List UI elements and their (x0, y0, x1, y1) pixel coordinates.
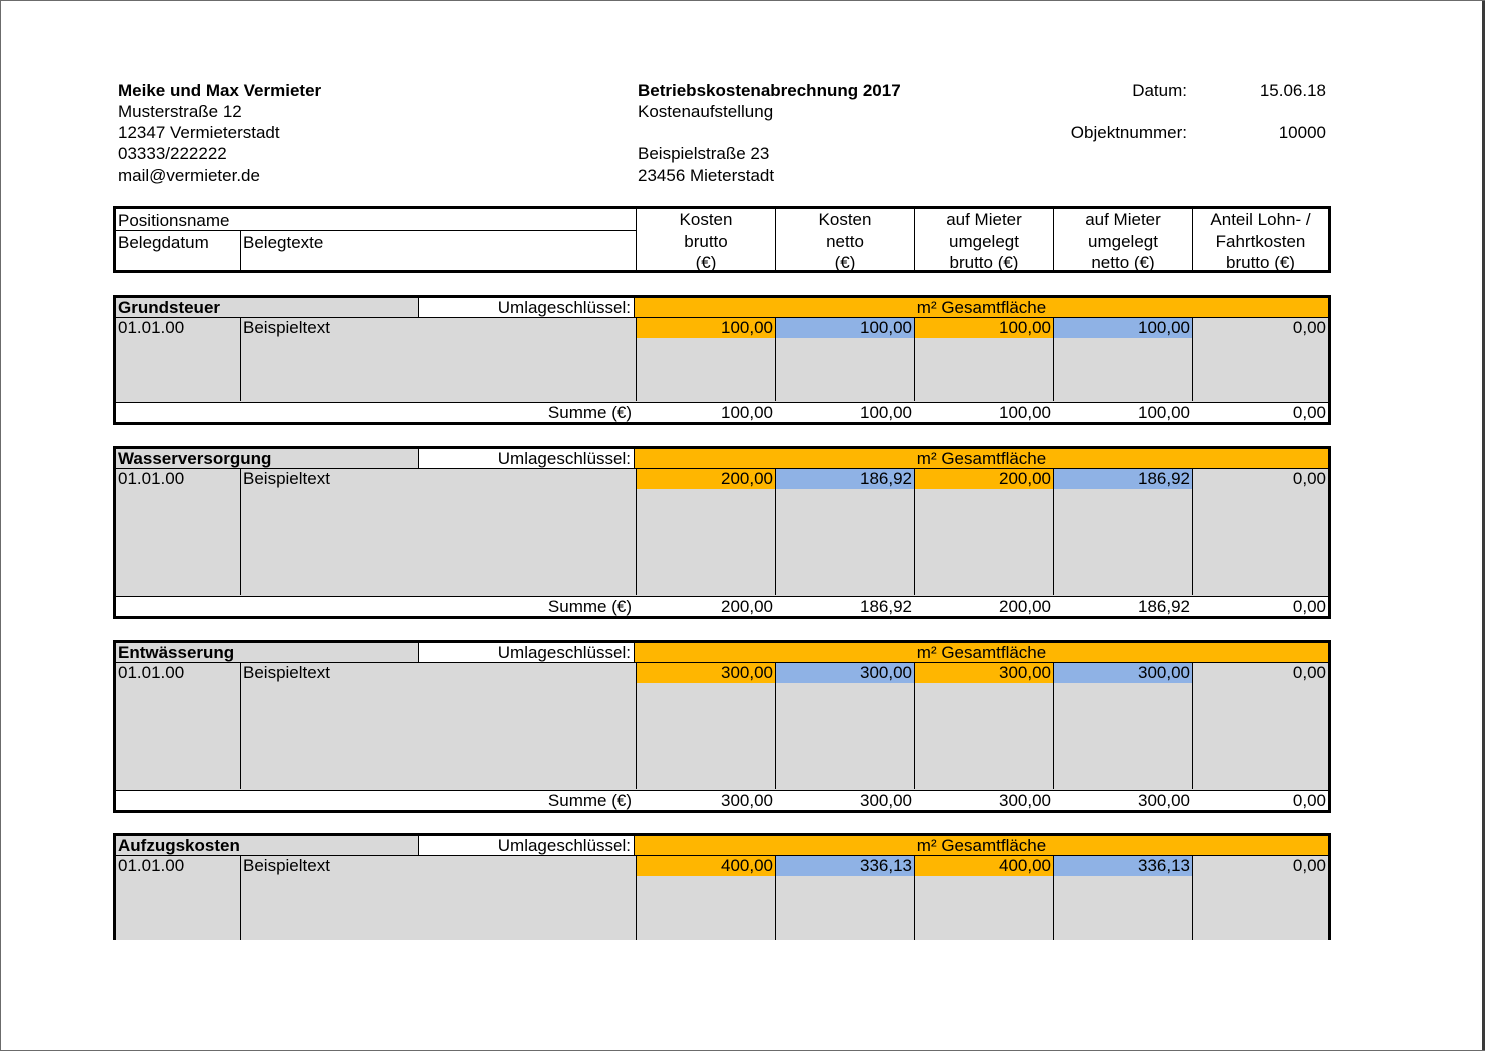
section-title-bar (116, 643, 1328, 662)
col-labor-share (1193, 209, 1328, 274)
sum-cost-net: 300,00 (860, 791, 912, 810)
cost-section-aufzugskosten (113, 833, 1331, 943)
col-cost-gross (637, 209, 775, 274)
sum-label: Summe (€) (547, 403, 632, 422)
allocation-key-value: m² Gesamtfläche (635, 836, 1328, 855)
col-divider (240, 856, 241, 943)
entry-date: 01.01.00 (118, 663, 185, 682)
sum-row (116, 790, 1328, 810)
sum-label: Summe (€) (547, 791, 632, 810)
col-cost-gross-line3: (€) (695, 253, 717, 272)
property-street: Beispielstraße 23 (638, 144, 770, 163)
col-cost-gross-line2: brutto (684, 231, 728, 251)
entry-tenant-net: 100,00 (1054, 318, 1192, 338)
sum-cost-gross: 200,00 (721, 597, 773, 616)
entry-text: Beispieltext (243, 856, 330, 875)
entry-tenant-gross: 200,00 (915, 469, 1053, 489)
entry-cost-gross: 100,00 (637, 318, 775, 338)
sum-tenant-net: 186,92 (1138, 597, 1190, 616)
col-divider (240, 318, 241, 401)
sum-labor-share: 0,00 (1292, 597, 1326, 616)
entry-cost-gross: 200,00 (637, 469, 775, 489)
sum-label: Summe (€) (547, 597, 632, 616)
col-receipt-text: Belegtexte (243, 233, 324, 252)
col-divider (240, 469, 241, 595)
entry-date: 01.01.00 (118, 469, 185, 488)
date-value: 15.06.18 (1259, 81, 1326, 100)
entry-cost-net: 100,00 (776, 318, 914, 338)
entry-cost-net: 300,00 (776, 663, 914, 683)
document-subtitle: Kostenaufstellung (638, 102, 774, 121)
col-cost-net-line3: (€) (834, 253, 856, 272)
col-tenant-net-line3: netto (€) (1091, 253, 1155, 272)
entry-date: 01.01.00 (118, 856, 185, 875)
entry-tenant-gross: 100,00 (915, 318, 1053, 338)
col-tenant-gross (915, 209, 1053, 274)
entry-labor-share: 0,00 (1292, 663, 1326, 682)
entry-tenant-net: 300,00 (1054, 663, 1192, 683)
entry-text: Beispieltext (243, 663, 330, 682)
col-tenant-gross-line3: brutto (€) (949, 253, 1019, 272)
sum-tenant-gross: 300,00 (999, 791, 1051, 810)
allocation-key-label: Umlageschlüssel: (419, 643, 635, 662)
entry-date: 01.01.00 (118, 318, 185, 337)
sum-cost-net: 186,92 (860, 597, 912, 616)
entry-cost-net: 186,92 (776, 469, 914, 489)
sum-tenant-gross: 200,00 (999, 597, 1051, 616)
allocation-key-label: Umlageschlüssel: (419, 836, 635, 855)
col-tenant-net-line2: umgelegt (1088, 231, 1158, 251)
sum-cost-gross: 100,00 (721, 403, 773, 422)
col-tenant-gross-line1: auf Mieter (946, 210, 1022, 229)
entry-text: Beispieltext (243, 318, 330, 337)
entry-cost-gross: 400,00 (637, 856, 775, 876)
entry-labor-share: 0,00 (1292, 318, 1326, 337)
sum-cost-net: 100,00 (860, 403, 912, 422)
entry-tenant-net: 186,92 (1054, 469, 1192, 489)
cost-section-entwaesserung (113, 640, 1331, 813)
col-labor-share-line3: brutto (€) (1226, 253, 1295, 272)
col-divider (240, 230, 241, 270)
col-cost-net-line2: netto (826, 231, 864, 251)
col-divider (240, 663, 241, 789)
page-bottom-area (100, 940, 1360, 1040)
column-header-table (113, 206, 1331, 273)
document-title: Betriebskostenabrechnung 2017 (638, 81, 901, 100)
sum-row (116, 402, 1328, 422)
object-number-value: 10000 (1278, 123, 1326, 142)
entry-tenant-gross: 400,00 (915, 856, 1053, 876)
entry-labor-share: 0,00 (1292, 856, 1326, 875)
entry-cost-net: 336,13 (776, 856, 914, 876)
sum-tenant-gross: 100,00 (999, 403, 1051, 422)
sum-labor-share: 0,00 (1292, 403, 1326, 422)
section-name: Aufzugskosten (116, 836, 419, 855)
sum-tenant-net: 100,00 (1138, 403, 1190, 422)
section-title-bar (116, 298, 1328, 317)
allocation-key-label: Umlageschlüssel: (419, 449, 635, 468)
property-city: 23456 Mieterstadt (638, 166, 775, 185)
landlord-phone: 03333/222222 (118, 144, 227, 163)
entry-tenant-net: 336,13 (1054, 856, 1192, 876)
column-header-divider (116, 230, 636, 231)
sum-cost-gross: 300,00 (721, 791, 773, 810)
sum-labor-share: 0,00 (1292, 791, 1326, 810)
entry-labor-share: 0,00 (1292, 469, 1326, 488)
allocation-key-value: m² Gesamtfläche (635, 449, 1328, 468)
entry-tenant-gross: 300,00 (915, 663, 1053, 683)
landlord-city: 12347 Vermieterstadt (118, 123, 280, 142)
col-tenant-net-line1: auf Mieter (1085, 210, 1161, 229)
col-labor-share-line2: Fahrtkosten (1215, 231, 1306, 251)
col-labor-share-line1: Anteil Lohn- / (1210, 210, 1311, 229)
allocation-key-label: Umlageschlüssel: (419, 298, 635, 317)
entry-cost-gross: 300,00 (637, 663, 775, 683)
section-name: Grundsteuer (116, 298, 419, 317)
col-cost-net-line1: Kosten (818, 210, 872, 229)
col-tenant-gross-line2: umgelegt (949, 231, 1019, 251)
col-position-name: Positionsname (118, 211, 230, 230)
cost-section-wasserversorgung (113, 446, 1331, 619)
cost-section-grundsteuer (113, 295, 1331, 425)
landlord-email: mail@vermieter.de (118, 166, 260, 185)
object-number-label: Objektnummer: (1070, 123, 1187, 142)
landlord-street: Musterstraße 12 (118, 102, 242, 121)
allocation-key-value: m² Gesamtfläche (635, 643, 1328, 662)
sum-row (116, 596, 1328, 616)
col-receipt-date: Belegdatum (118, 233, 209, 252)
section-title-bar (116, 449, 1328, 468)
section-title-bar (116, 836, 1328, 855)
allocation-key-value: m² Gesamtfläche (635, 298, 1328, 317)
section-name: Entwässerung (116, 643, 419, 662)
col-tenant-net (1054, 209, 1192, 274)
sum-tenant-net: 300,00 (1138, 791, 1190, 810)
entry-text: Beispieltext (243, 469, 330, 488)
col-cost-net (776, 209, 914, 274)
col-cost-gross-line1: Kosten (679, 210, 733, 229)
date-label: Datum: (1132, 81, 1187, 100)
landlord-name: Meike und Max Vermieter (118, 81, 322, 100)
section-name: Wasserversorgung (116, 449, 419, 468)
